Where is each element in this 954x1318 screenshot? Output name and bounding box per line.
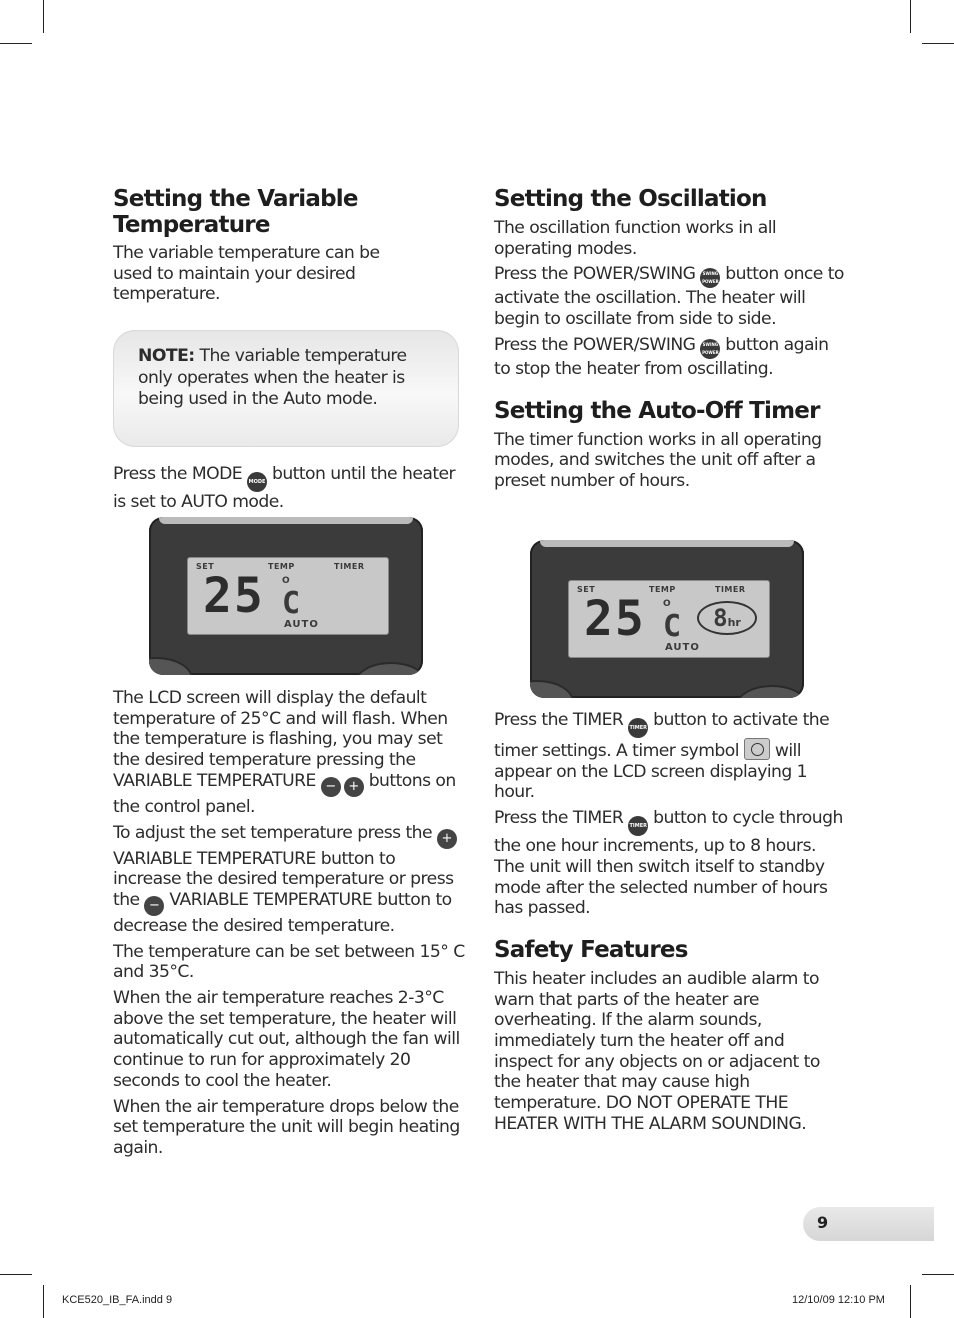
lcd-temperature: 25 xyxy=(203,568,265,624)
lcd-degree: O xyxy=(663,599,671,609)
osc-text-d: button again to stop the heater from oscillating. xyxy=(494,334,829,379)
device-top-strip xyxy=(540,540,794,547)
mode-paragraph xyxy=(113,464,463,513)
lcd-timer-label: TIMER xyxy=(334,562,365,571)
timer-cycle xyxy=(494,808,846,919)
drop-paragraph: When the air temperature drops below the set temperature the unit will begin heating again. xyxy=(113,1096,460,1158)
timer-symbol-icon xyxy=(744,738,770,760)
osc-text-a: Press the POWER/SWING xyxy=(494,264,696,285)
safety-heading: Safety Features xyxy=(494,936,688,963)
mode-text-before: Press the MODE xyxy=(113,464,243,484)
lcd-set-label: SET xyxy=(577,585,596,594)
cutout-paragraph: When the air temperature reaches 2-3°C above the set temperature, the heater will automatically cut out, although the fan will continue to run for approximately 20 seconds to cool the heater. xyxy=(113,988,460,1091)
control-knob xyxy=(354,662,423,675)
note-text xyxy=(138,346,428,411)
lcd-text-end: buttons on the control panel. xyxy=(113,770,456,817)
adjust-text-3: VARIABLE TEMPERATURE button to decrease the desired temperature. xyxy=(113,889,452,936)
lcd-screen xyxy=(568,580,770,658)
safety-paragraph: This heater includes an audible alarm to warn that parts of the heater are overheating. If the alarm sounds, immediately turn the heater off and inspect for any objects on or adjacent to the heater that may cause high temperature. DO NOT OPERATE THE HEATER WITH THE ALARM SOUNDING. xyxy=(494,968,820,1134)
heater-display-auto xyxy=(149,517,423,675)
lcd-temperature: 25 xyxy=(584,591,646,647)
timer-button-icon: TIMER xyxy=(628,718,648,738)
lcd-text: The LCD screen will display the default temperature of 25°C and will flash. When the temperature is flashing, you may set the desired temperature pressing the VARIABLE TEMPERATURE xyxy=(113,688,448,791)
osc-text-c: Press the POWER/SWING xyxy=(494,334,696,355)
mode-button-icon: MODE xyxy=(247,472,267,492)
lcd-mode: AUTO xyxy=(665,642,700,653)
adjust-paragraph xyxy=(113,823,465,937)
timer-text-b: button to activate the timer settings. A timer symbol xyxy=(494,710,830,761)
mode-text-after: button until the heater is set to AUTO mode. xyxy=(113,464,456,512)
crop-mark xyxy=(0,1274,32,1275)
device-top-strip xyxy=(159,517,413,524)
lcd-hours-unit: hr xyxy=(727,616,741,629)
minus-button-icon: − xyxy=(144,896,164,916)
crop-mark xyxy=(43,1285,44,1318)
timer-text-a: Press the TIMER xyxy=(494,710,624,730)
oscillation-intro: The oscillation function works in all operating modes. xyxy=(494,218,777,259)
lcd-mode: AUTO xyxy=(284,619,319,630)
oscillation-stop xyxy=(494,335,844,380)
timer-button-icon: TIMER xyxy=(628,816,648,836)
heater-display-timer xyxy=(530,540,804,698)
control-knob xyxy=(735,685,804,698)
lcd-degree: O xyxy=(282,576,290,586)
adjust-text-1: To adjust the set temperature press the xyxy=(113,822,433,843)
minus-button-icon: − xyxy=(321,777,341,797)
control-knob xyxy=(149,657,193,675)
control-knob xyxy=(530,680,574,698)
right-column-lower xyxy=(494,710,846,1135)
right-column xyxy=(494,186,844,492)
plus-button-icon: + xyxy=(344,777,364,797)
crop-mark xyxy=(922,1274,954,1275)
timer-heading: Setting the Auto-Off Timer xyxy=(494,397,820,424)
lcd-temp-label: TEMP xyxy=(649,585,676,594)
left-column-lower xyxy=(113,464,463,513)
lcd-temp-label: TEMP xyxy=(268,562,295,571)
intro-paragraph: The variable temperature can be used to maintain your desired temperature. xyxy=(113,243,380,305)
page-number-tab xyxy=(803,1207,934,1241)
plus-button-icon: + xyxy=(437,829,457,849)
timer-text-c: will appear on the LCD screen displaying 1 hour. xyxy=(494,741,808,803)
lcd-hours: 8 xyxy=(713,604,728,632)
crop-mark xyxy=(0,43,32,44)
date-slug: 12/10/09 12:10 PM xyxy=(792,1294,885,1306)
lcd-set-label: SET xyxy=(196,562,215,571)
oscillation-heading: Setting the Oscillation xyxy=(494,186,767,212)
crop-mark xyxy=(922,43,954,44)
timer-activate xyxy=(494,710,846,803)
lcd-timer-label: TIMER xyxy=(715,585,746,594)
crop-mark xyxy=(910,1285,911,1318)
page-number: 9 xyxy=(817,1213,829,1232)
lcd-unit: C xyxy=(663,609,682,644)
range-paragraph: The temperature can be set between 15° C and 35°C. xyxy=(113,941,465,983)
lcd-unit: C xyxy=(282,586,301,621)
power-swing-button-icon: SWING POWER xyxy=(700,268,720,288)
lcd-screen xyxy=(187,557,389,635)
variable-temperature-heading: Setting the Variable Temperature xyxy=(113,186,358,238)
left-column-bottom xyxy=(113,688,465,1159)
file-slug: KCE520_IB_FA.indd 9 xyxy=(62,1294,173,1306)
crop-mark xyxy=(43,0,44,33)
lcd-timer-indicator xyxy=(697,601,757,635)
note-body: The variable temperature only operates when the heater is being used in the Auto mode. xyxy=(138,346,407,409)
note-label: NOTE: xyxy=(138,346,195,366)
osc-text-b: button once to activate the oscillation. The heater will begin to oscillate from side to side. xyxy=(494,264,844,330)
left-column xyxy=(113,186,463,305)
lcd-paragraph xyxy=(113,688,465,818)
adjust-text-2: VARIABLE TEMPERATURE button to increase the desired temperature or press the xyxy=(113,848,454,910)
timer-text-d: Press the TIMER xyxy=(494,808,624,829)
timer-text-e: button to cycle through the one hour increments, up to 8 hours. The unit will then switch itself to standby mode after the selected number of hours has passed. xyxy=(494,808,843,919)
note-box xyxy=(113,330,459,447)
power-swing-button-icon: SWING POWER xyxy=(700,339,720,359)
crop-mark xyxy=(910,0,911,33)
timer-intro: The timer function works in all operating modes, and switches the unit off after a preset number of hours. xyxy=(494,429,822,491)
oscillation-activate xyxy=(494,264,844,329)
